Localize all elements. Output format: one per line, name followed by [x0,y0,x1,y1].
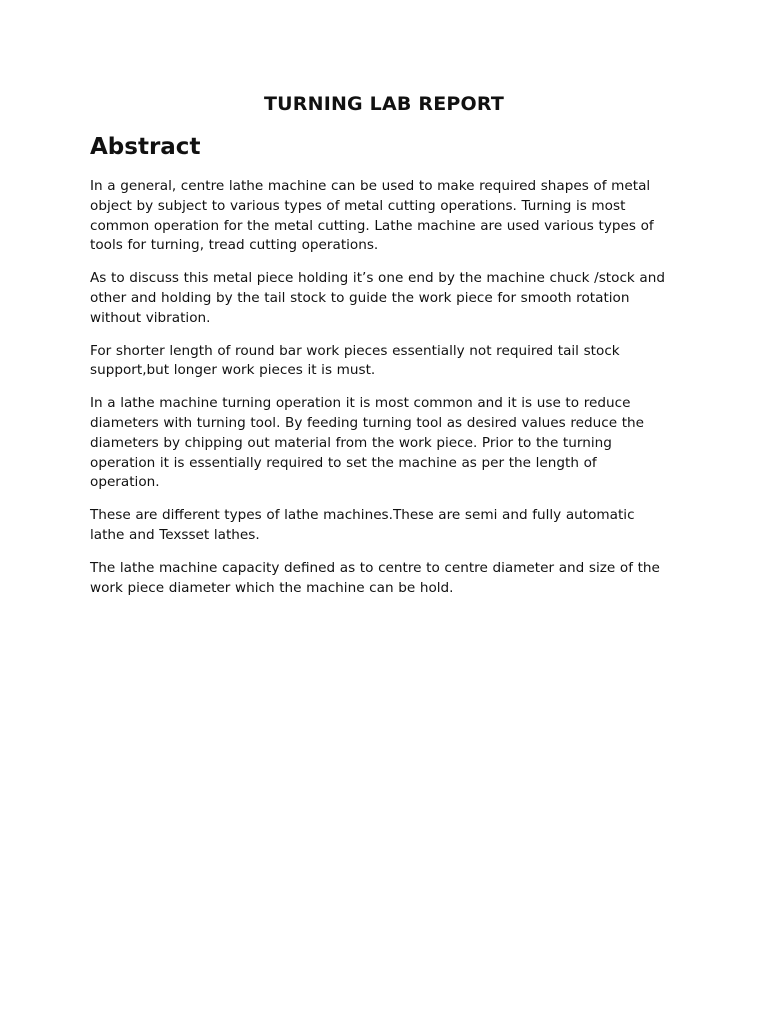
abstract-body [90,177,680,611]
paragraph: For shorter length of round bar work pieces essentially not required tail stock support,but longer work pieces it is must. [90,342,620,379]
paragraph: In a general, centre lathe machine can be used to make required shapes of metal object by subject to various types of metal cutting operations. Turning is most common operation for the metal cutting. Lathe machine are used various types of tools for turning, tread cutting operations. [90,178,654,254]
paragraph: The lathe machine capacity defined as to centre to centre diameter and size of the work piece diameter which the machine can be hold. [90,559,660,596]
page-title: TURNING LAB REPORT [263,93,505,115]
paragraph: These are different types of lathe machines.These are semi and fully automatic lathe and Texsset lathes. [90,507,635,543]
paragraph: As to discuss this metal piece holding it’s one end by the machine chuck /stock and other and holding by the tail stock to guide the work piece for smooth rotation without vibration. [90,270,665,326]
section-heading-abstract: Abstract [90,134,201,160]
paragraph: In a lathe machine turning operation it is most common and it is use to reduce diameters with turning tool. By feeding turning tool as desired values reduce the diameters by chipping out material from the work piece. Prior to the turning operation it is essentially required to set the machine as per the length of operation. [90,395,645,491]
